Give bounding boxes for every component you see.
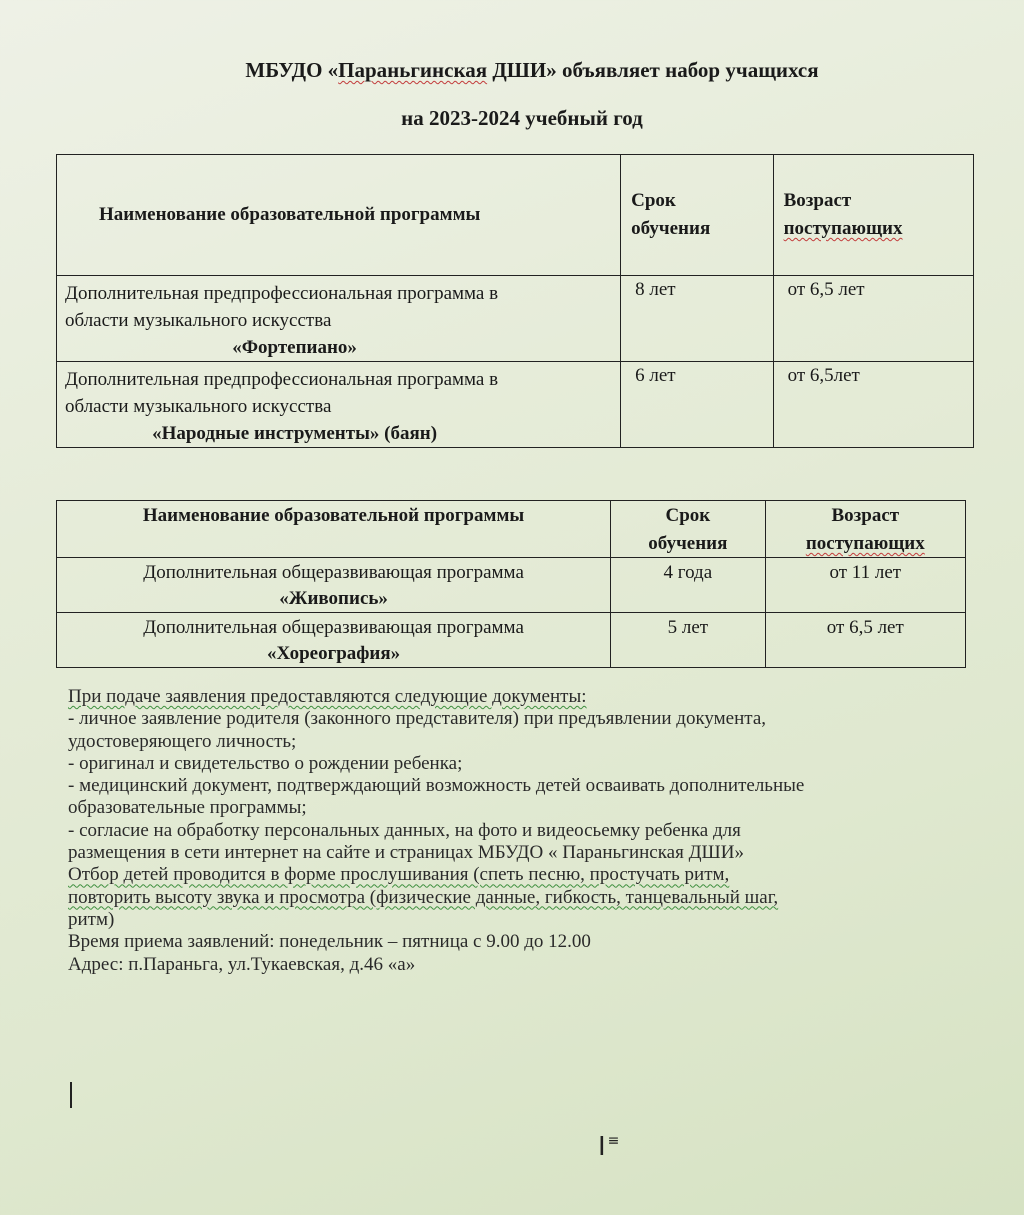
text-line: ритм) <box>68 908 115 930</box>
age-cell: от 11 лет <box>765 558 965 613</box>
age-cell: от 6,5лет <box>773 362 973 448</box>
text-line: При подаче заявления предоставляются следующие документы: <box>68 686 587 707</box>
header-term: Срок обучения <box>621 155 773 276</box>
program-cell: Дополнительная общеразвивающая программа «Живопись» <box>57 558 611 613</box>
age-cell: от 6,5 лет <box>773 276 973 362</box>
ibeam-pointer-icon: I ≡ <box>598 1132 620 1162</box>
text-line: образовательные программы; <box>68 797 307 819</box>
title-school-name: Параньгинская <box>338 58 488 82</box>
term-cell: 5 лет <box>611 613 765 668</box>
text-line: Время приема заявлений: понедельник – пятница с 9.00 до 12.00 <box>68 931 591 953</box>
text-line: Адрес: п.Параньга, ул.Тукаевская, д.46 «а» <box>68 953 416 975</box>
program-title: «Живопись» <box>279 588 388 609</box>
general-programs-table <box>56 500 966 668</box>
term-cell: 6 лет <box>621 362 773 448</box>
header-age: Возраст поступающих <box>765 501 965 558</box>
table-row <box>57 613 966 668</box>
documents-section <box>68 686 988 976</box>
text-line: удостоверяющего личность; <box>68 730 297 752</box>
table-row <box>57 276 974 362</box>
program-cell: Дополнительная предпрофессиональная программа в области музыкального искусства «Народные инструменты» (баян) <box>57 362 621 448</box>
preprofessional-programs-table <box>56 154 974 448</box>
table-row <box>57 558 966 613</box>
text-line: - оригинал и свидетельство о рождении ребенка; <box>68 752 463 774</box>
program-cell: Дополнительная общеразвивающая программа «Хореография» <box>57 613 611 668</box>
program-cell: Дополнительная предпрофессиональная программа в области музыкального искусства «Фортепиано» <box>57 276 621 362</box>
program-title: «Хореография» <box>266 643 401 664</box>
text-line: - медицинский документ, подтверждающий возможность детей осваивать дополнительные <box>68 775 805 797</box>
program-title: «Народные инструменты» (баян) <box>152 423 438 444</box>
term-cell: 8 лет <box>621 276 773 362</box>
text-line: повторить высоту звука и просмотра (физические данные, гибкость, танцевальный шаг, <box>68 886 779 908</box>
text-cursor-icon[interactable] <box>70 1082 72 1108</box>
age-cell: от 6,5 лет <box>765 613 965 668</box>
header-program-name: Наименование образовательной программы <box>57 501 611 558</box>
header-age: Возраст поступающих <box>773 155 973 276</box>
page-subtitle: на 2023-2024 учебный год <box>401 106 643 130</box>
header-term: Срок обучения <box>611 501 765 558</box>
text-line: - личное заявление родителя (законного представителя) при предъявлении документа, <box>68 708 766 730</box>
table-header-row <box>57 501 966 558</box>
page-title: МБУДО «Параньгинская ДШИ» объявляет набор учащихся <box>245 58 819 82</box>
table-row <box>57 362 974 448</box>
text-line: размещения в сети интернет на сайте и страницах МБУДО « Параньгинская ДШИ» <box>68 842 744 864</box>
table-header-row <box>57 155 974 276</box>
header-program-name: Наименование образовательной программы <box>57 155 621 276</box>
program-title: «Фортепиано» <box>232 337 357 358</box>
text-line: Отбор детей проводится в форме прослушивания (спеть песню, простучать ритм, <box>68 864 730 886</box>
term-cell: 4 года <box>611 558 765 613</box>
text-line: - согласие на обработку персональных данных, на фото и видеосьемку ребенка для <box>68 819 741 841</box>
